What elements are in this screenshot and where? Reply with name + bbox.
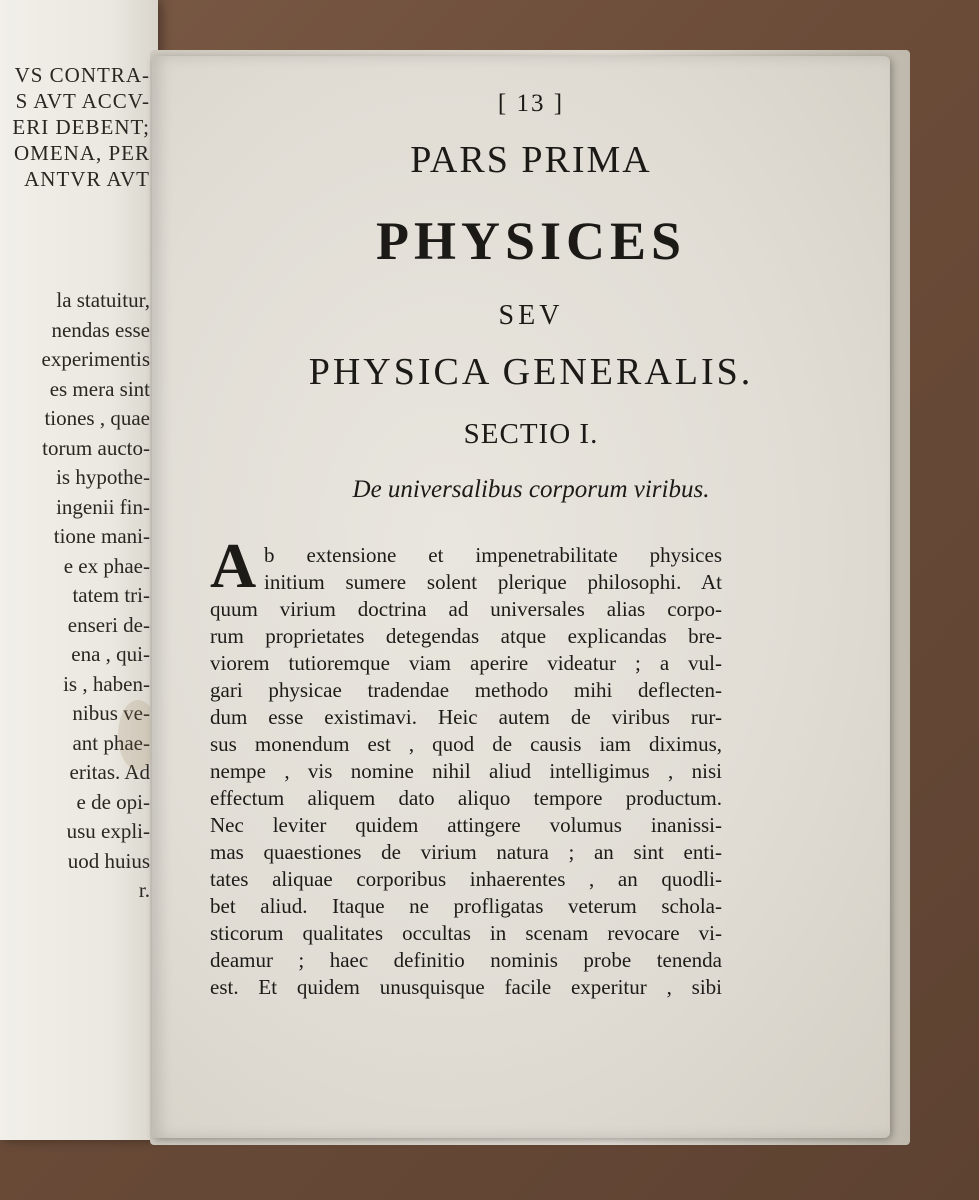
left-page-caps (0, 62, 150, 192)
body-text-line: sus monendum est , quod de causis iam diximus, (210, 732, 722, 756)
body-text-line: deamur ; haec definitio nominis probe tenenda (210, 948, 722, 972)
body-text-line: dum esse existimavi. Heic autem de viribus rur- (210, 705, 722, 729)
body-text-line: rum proprietates detegendas atque explicandas bre- (210, 624, 722, 648)
body-text-line: gari physicae tradendae methodo mihi deflecten- (210, 678, 722, 702)
left-page-text-line: r. (138, 878, 150, 902)
right-page (152, 56, 890, 1138)
body-text-line: quum virium doctrina ad universales alias corpo- (210, 597, 722, 621)
left-page-text-line: la statuitur, (56, 288, 150, 312)
body-text-line: b extensione et impenetrabilitate physices (264, 543, 722, 567)
body-text-line: tates aliquae corporibus inhaerentes , an quodli- (210, 867, 722, 891)
left-page-caps-line: ANTVR AVT (24, 167, 150, 191)
body-text-line: Nec leviter quidem attingere volumus inanissi- (210, 813, 722, 837)
body-text-line: initium sumere solent plerique philosophi. At (264, 570, 722, 594)
left-page-text-line: is , haben- (63, 671, 150, 696)
left-page-text (0, 286, 150, 906)
left-page-caps-line: ERI DEBENT; (12, 115, 150, 139)
left-page-text-line: tione mani- (53, 524, 150, 548)
left-page-text-line: enseri de- (67, 612, 150, 637)
left-page-text-line: nendas esse (51, 317, 150, 342)
left-page-text-line: e ex phae- (63, 553, 150, 578)
heading-pars-prima: PARS PRIMA (410, 139, 652, 181)
left-page-text-line: torum aucto- (42, 435, 150, 460)
heading-physices: PHYSICES (375, 211, 687, 271)
left-page (0, 0, 158, 1140)
left-page-text-line: ingenii fin- (56, 494, 150, 519)
left-page-caps-line: S AVT ACCV- (15, 89, 150, 113)
left-page-caps-line: OMENA, PER (13, 141, 150, 165)
left-page-text-line: tatem tri- (72, 583, 150, 607)
left-page-text-line: ant phae- (72, 730, 150, 755)
body-text-line: nempe , vis nomine nihil aliud intelligimus , nisi (210, 759, 722, 783)
left-page-text-line: e de opi- (76, 789, 150, 814)
left-page-text-line: eritas. Ad (69, 760, 150, 784)
page-number: [ 13 ] (497, 90, 565, 117)
body-text-line: bet aliud. Itaque ne profligatas veterum schola- (210, 894, 722, 918)
drop-cap-letter: A (210, 530, 257, 601)
left-page-text-line: ena , qui- (71, 642, 150, 666)
body-text-line: mas quaestiones de virium natura ; an sint enti- (210, 840, 722, 864)
heading-physica-generalis: PHYSICA GENERALIS. (308, 351, 754, 393)
left-page-text-line: usu expli- (66, 819, 150, 843)
body-text-line: est. Et quidem unusquisque facile experitur , sibi (210, 975, 722, 999)
body-text-line: viorem tutioremque viam aperire videatur ; a vul- (210, 651, 722, 675)
section-subtitle: De universalibus corporum viribus. (352, 476, 710, 503)
body-text-line: effectum aliquem dato aliquo tempore productum. (210, 786, 722, 810)
left-page-text-line: es mera sint (49, 376, 150, 401)
left-page-caps-line: VS CONTRA- (14, 63, 150, 87)
body-text-line: sticorum qualitates occultas in scenam revocare vi- (210, 921, 722, 945)
heading-sev: SEV (498, 300, 564, 331)
left-page-text-line: nibus ve- (72, 701, 150, 725)
left-page-text-line: experimentis (41, 347, 150, 371)
body-text (210, 530, 722, 1001)
left-page-text-line: is hypothe- (56, 465, 150, 489)
left-page-text-line: tiones , quae (44, 406, 150, 430)
left-page-text-line: uod huius (67, 848, 150, 873)
section-heading: SECTIO I. (463, 418, 599, 450)
